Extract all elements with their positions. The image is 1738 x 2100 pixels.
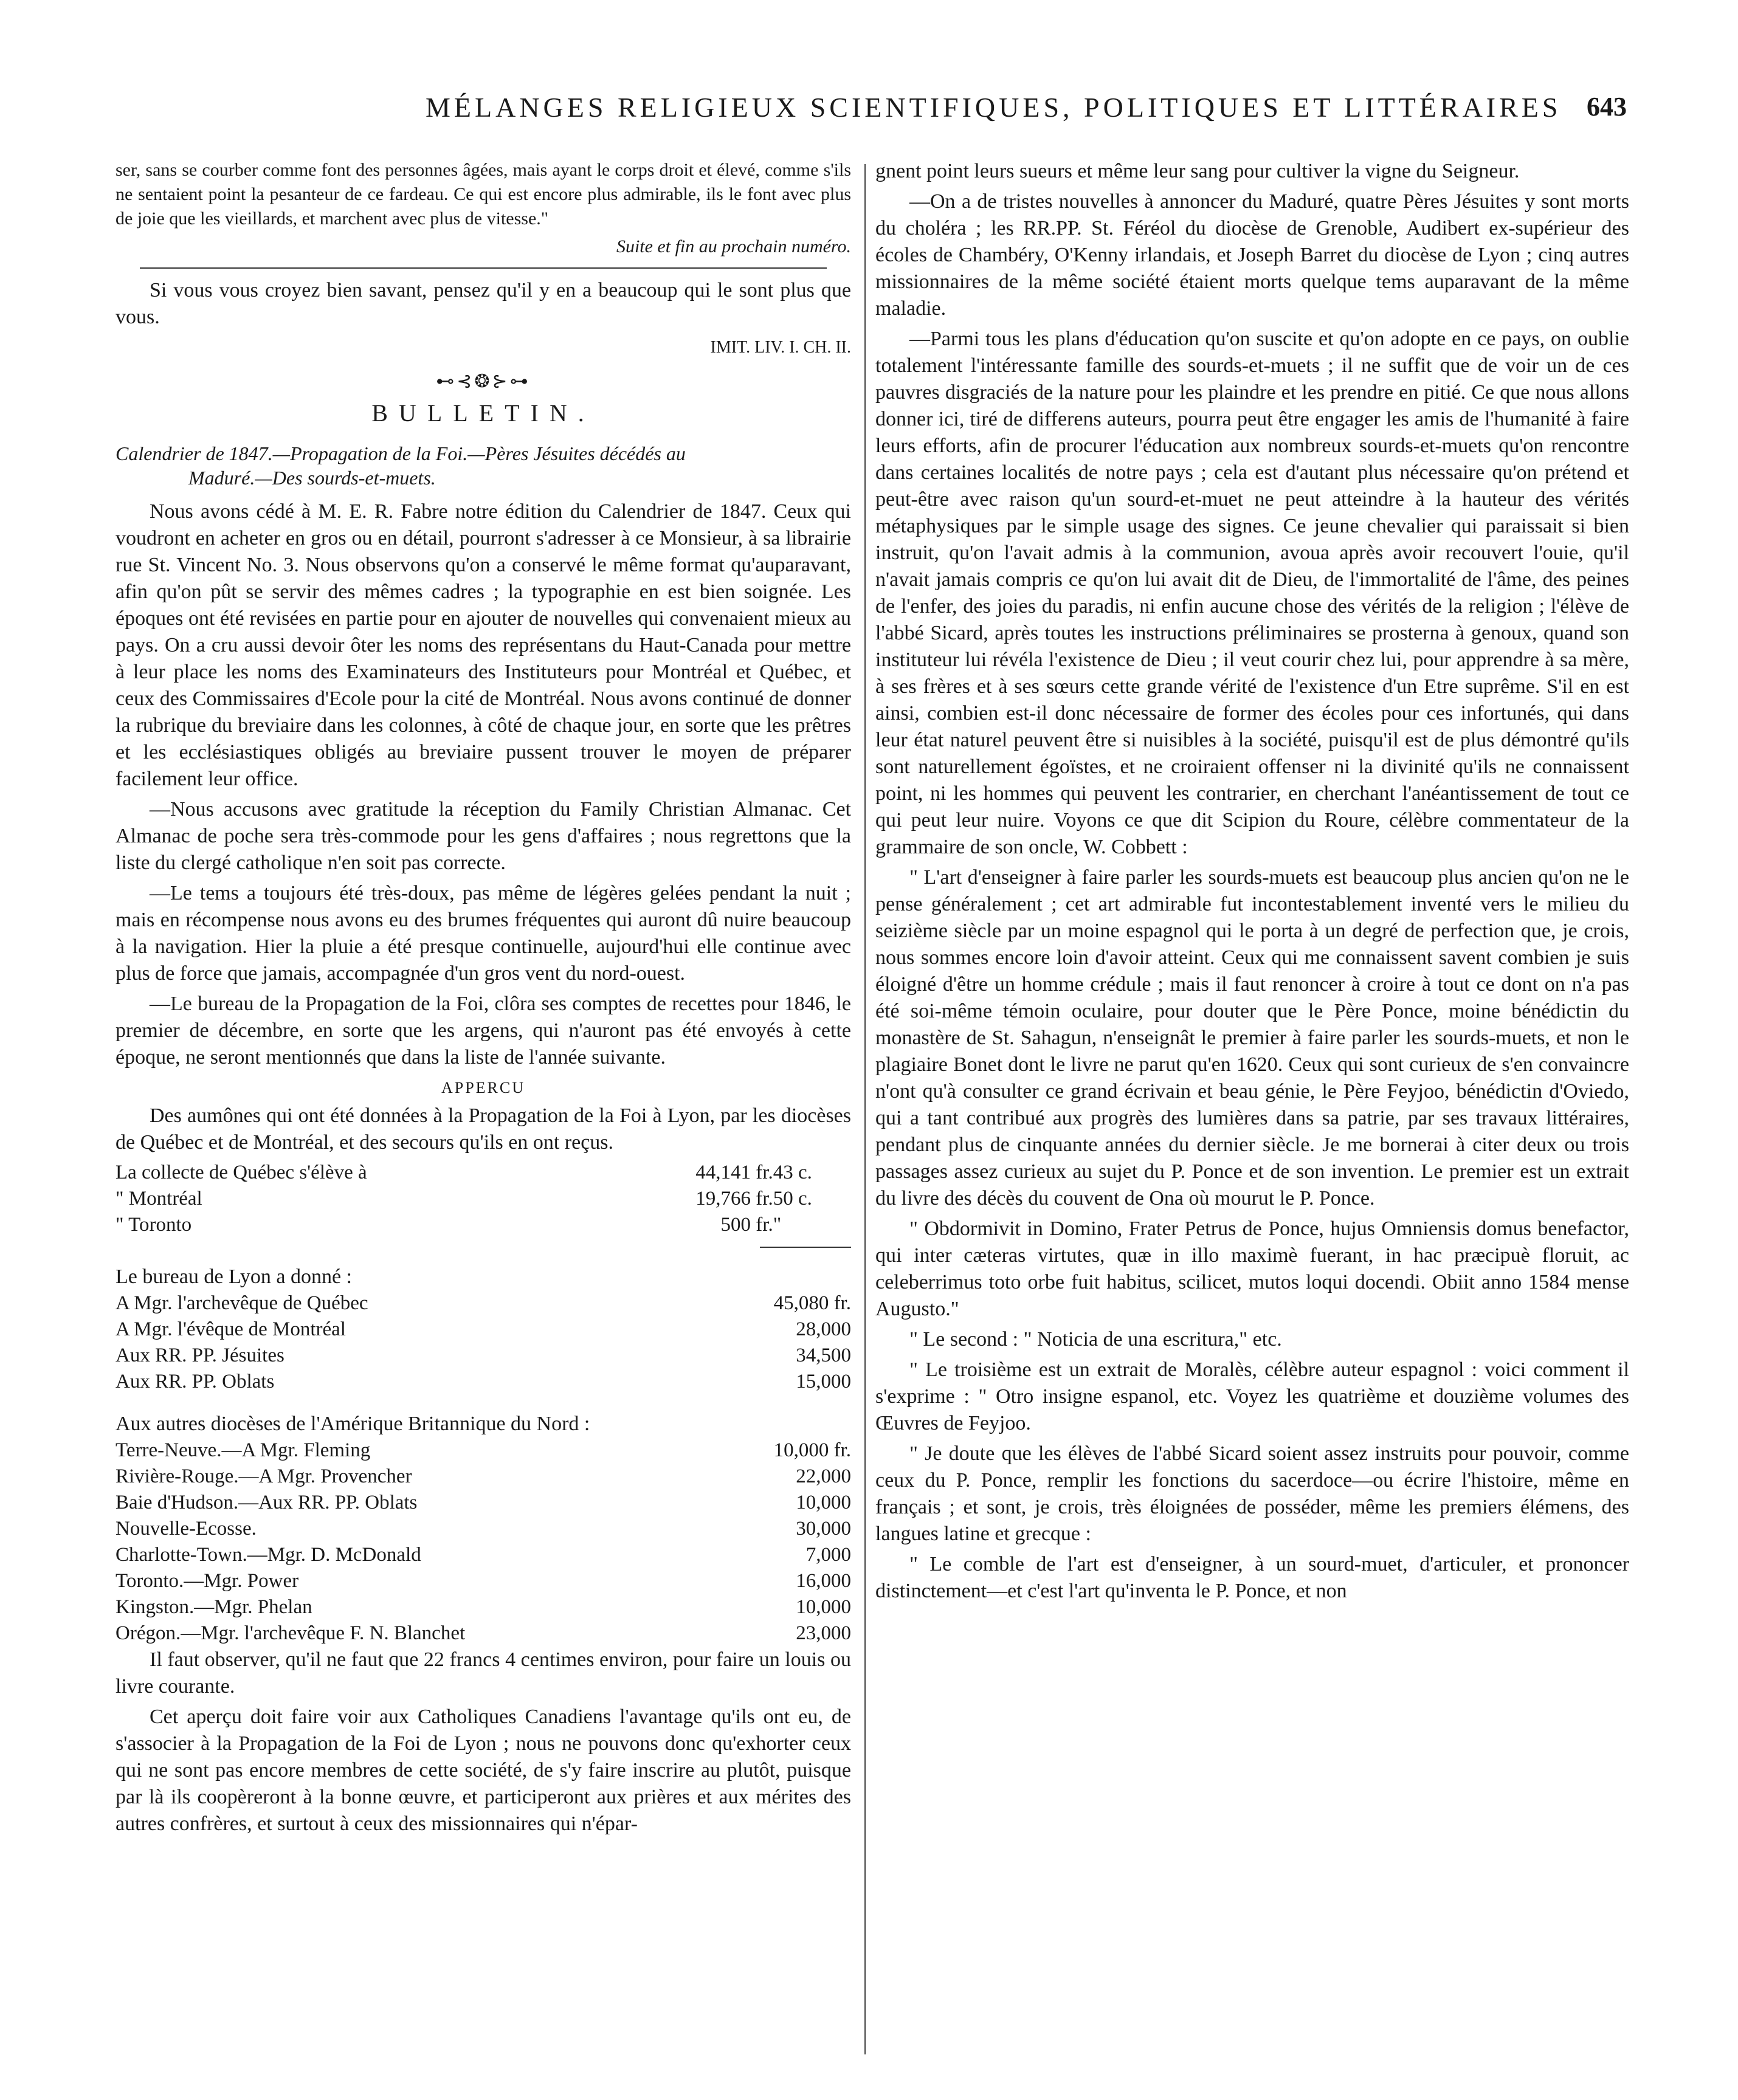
table-row	[116, 1594, 851, 1620]
table-row	[116, 1186, 851, 1212]
row-amount-c: "	[773, 1214, 782, 1236]
row-amount-fr: 19,766 fr.	[695, 1188, 773, 1210]
row-label: Aux RR. PP. Oblats	[116, 1371, 275, 1393]
row-label: Charlotte-Town.—Mgr. D. McDonald	[116, 1544, 421, 1566]
paragraph-calendrier: Nous avons cédé à M. E. R. Fabre notre édition du Calendrier de 1847. Ceux qui voudront en acheter en gros ou en détail, pourront s'adresser à ce Monsieur, à sa librairie rue St. Vincent No. 3. Nous observons qu'on a conservé le même format qu'auparavant, afin qu'on pût se servir des mêmes cadres ; la typographie en est bien soignée. Les époques ont été revisées en partie pour en ajouter de nouvelles qui convenaient mieux au pays. On a cru aussi devoir ôter les noms des représentans du Haut-Canada pour mettre à leur place les noms des Examinateurs des Instituteurs pour Montréal et Québec, et ceux des Commissaires d'Ecole pour la cité de Montréal. Nous avons continué de donner la rubrique du breviaire dans les colonnes, à côté de chaque jour, en sorte que les prêtres et les ecclésiastiques obligés au breviaire pussent trouver le moyen de préparer facilement leur office.	[116, 500, 851, 790]
row-label: Terre-Neuve.—A Mgr. Fleming	[116, 1439, 371, 1461]
row-amount: 7,000	[805, 1544, 851, 1566]
collecte-table	[116, 1160, 851, 1238]
separator-rule	[140, 267, 827, 269]
summary-line: Calendrier de 1847.—Propagation de la Foi.—Pères Jésuites décédés au	[116, 442, 686, 464]
row-amount: 30,000	[796, 1518, 851, 1540]
row-label: " Toronto	[116, 1214, 192, 1236]
table-row	[116, 1290, 851, 1317]
row-label: Orégon.—Mgr. l'archevêque F. N. Blanchet	[116, 1622, 466, 1644]
row-amount-fr: 44,141 fr.	[695, 1162, 773, 1183]
row-amount: 23,000	[796, 1622, 851, 1644]
row-amount: 22,000	[796, 1465, 851, 1487]
table-row	[116, 1490, 851, 1516]
continuation-note: Suite et fin au prochain numéro.	[616, 236, 851, 256]
table-row	[116, 1437, 851, 1464]
table-row	[116, 1369, 851, 1395]
table-row	[116, 1464, 851, 1490]
paragraph-sicard: " Je doute que les élèves de l'abbé Sicard soient assez instruits pour pouvoir, comme ceux du P. Ponce, remplir les fonctions du sacerdoce—ou écrire l'histoire, même en français ; et sont, je crois, très éloignées de posséder, même les premiers élémens, des langues latine et grecque :	[875, 1442, 1629, 1545]
paragraph-weather: —Le tems a toujours été très-doux, pas même de légères gelées pendant la nuit ; mais en récompense nous avons eu des brumes fréquentes qui auront dû nuire beaucoup à la navigation. Hier la pluie a été presque continuelle, aujourd'hui elle continue avec plus de force que jamais, accompagnée d'un gros vent du nord-ouest.	[116, 882, 851, 985]
lyon-heading: Le bureau de Lyon a donné :	[116, 1265, 352, 1288]
paragraph-quote-art: " L'art d'enseigner à faire parler les sourds-muets est beaucoup plus ancien qu'on ne le pense généralement ; cet art admirable fut incontestablement inventé vers le milieu du seizième siècle par un moine espagnol qui le porta à un degré de perfection que, je crois, nous sommes encore loin d'avoir atteint. Ceux qui me connaissent savent combien je suis éloigné d'être un homme crédule ; mais il faut renoncer à croire à tout ce dont on n'a pas été soi-même témoin oculaire, pour douter que le Père Ponce, moine bénédictin du monastère de St. Sahagun, n'enseignât le premier à faire parler les sourds-muets, et non le plagiaire Bonet dont le livre ne parut qu'en 1620. Ceux qui sont curieux de s'en convaincre n'ont qu'à consulter ce grand écrivain et beau génie, le Père Feyjoo, bénédictin d'Oviedo, qui a tant contribué aux progrès des lumières dans sa patrie, par ses travaux littéraires, pendant plus de cinquante années du dernier siècle. Je me bornerai à citer deux ou trois passages assez curieux au sujet du P. Ponce et de son invention. Le premier est un extrait du livre des décès du couvent de Ona où mourut le P. Ponce.	[875, 866, 1629, 1210]
page-header	[0, 91, 1738, 140]
paragraph-troisieme: " Le troisième est un extrait de Moralès, célèbre auteur espagnol : voici comment il s'exprime : " Otro insigne espanol, etc. Voyez les quatrième et douzième volumes des Œuvres de Feyjoo.	[875, 1358, 1629, 1434]
row-amount: 15,000	[796, 1371, 851, 1393]
imitation-reference: IMIT. LIV. I. CH. II.	[710, 338, 851, 357]
row-label: Rivière-Rouge.—A Mgr. Provencher	[116, 1465, 412, 1487]
imitation-reference-row	[116, 334, 851, 361]
bulletin-summary	[116, 441, 851, 490]
row-amount-c: 43 c.	[773, 1162, 812, 1183]
column-divider	[864, 164, 866, 2054]
table-row	[116, 1160, 851, 1186]
continuation-text: gnent point leurs sueurs et même leur sang pour cultiver la vigne du Seigneur.	[875, 160, 1520, 182]
paragraph-almanac: —Nous accusons avec gratitude la réception du Family Christian Almanac. Cet Almanac de poche sera très-commode pour les gens d'affaires ; nous regrettons que la liste du clergé catholique n'en soit pas correcte.	[116, 798, 851, 874]
row-label: La collecte de Québec s'élève à	[116, 1162, 367, 1183]
ornament-divider: ⊷⊰❂⊱⊶	[436, 371, 531, 391]
row-label: " Montréal	[116, 1188, 202, 1210]
paragraph-madure: —On a de tristes nouvelles à annoncer du Maduré, quatre Pères Jésuites y sont morts du choléra ; les RR.PP. St. Féréol du diocèse de Grenoble, Audibert ex-supérieur des écoles de Chambéry, O'Kenny irlandais, et Joseph Barret du diocèse de Lyon ; cinq autres missionnaires de la même société étaient morts quelque tems auparavant de la même maladie.	[875, 190, 1629, 320]
row-label: A Mgr. l'archevêque de Québec	[116, 1292, 368, 1314]
row-amount-fr: 500 fr.	[720, 1214, 773, 1236]
row-amount-c: 50 c.	[773, 1188, 812, 1210]
row-label: Kingston.—Mgr. Phelan	[116, 1596, 312, 1618]
row-label: Nouvelle-Ecosse.	[116, 1518, 257, 1540]
paragraph-second: " Le second : " Noticia de una escritura," etc.	[909, 1328, 1282, 1351]
paragraph-propagation: —Le bureau de la Propagation de la Foi, clôra ses comptes de recettes pour 1846, le premier de décembre, en sorte que les argens, qui n'auront pas été envoyés à cette époque, ne seront mentionnés que dans la liste de l'année suivante.	[116, 993, 851, 1069]
row-label: A Mgr. l'évêque de Montréal	[116, 1318, 346, 1340]
row-amount: 10,000 fr.	[773, 1439, 851, 1461]
imitation-quote: Si vous vous croyez bien savant, pensez qu'il y en a beaucoup qui le sont plus que vous.	[116, 279, 851, 328]
row-amount: 10,000	[796, 1596, 851, 1618]
apercu-title: APPERCU	[441, 1079, 526, 1096]
paragraph-latin-quote: " Obdormivit in Domino, Frater Petrus de Ponce, hujus Omniensis domus benefactor, qui inter cæteras virtutes, quæ in illo maximè fuerant, in hac præcipuè floruit, ac celeberrimus toto orbe fuit habitus, scilicet, mutos loqui docendi. Obiit anno 1584 mense Augusto."	[875, 1217, 1629, 1320]
paragraph-exchange: Il faut observer, qu'il ne faut que 22 francs 4 centimes environ, pour faire un louis ou livre courante.	[116, 1648, 851, 1698]
row-amount: 28,000	[796, 1318, 851, 1340]
others-table	[116, 1437, 851, 1647]
row-label: Aux RR. PP. Jésuites	[116, 1344, 284, 1366]
table-row	[116, 1317, 851, 1343]
apercu-intro: Des aumônes qui ont été données à la Propagation de la Foi à Lyon, par les diocèses de Québec et de Montréal, et des secours qu'ils en ont reçus.	[116, 1104, 851, 1154]
table-row	[116, 1620, 851, 1647]
paragraph-exhortation: Cet aperçu doit faire voir aux Catholiques Canadiens l'avantage qu'ils ont eu, de s'associer à la Propagation de la Foi de Lyon ; nous ne pouvons donc qu'exhorter ceux qui ne sont pas encore membres de cette société, de s'y faire inscrire au plutôt, puisque par là ils coopèreront à la bonne œuvre, et participeront aux prières et aux mérites des autres confrères, et surtout à ceux des missionnaires qui n'épar-	[116, 1706, 851, 1835]
running-title: MÉLANGES RELIGIEUX SCIENTIFIQUES, POLITIQUES ET LITTÉRAIRES	[426, 92, 1562, 123]
row-amount: 34,500	[796, 1344, 851, 1366]
bulletin-title: BULLETIN.	[371, 399, 595, 427]
row-label: Baie d'Hudson.—Aux RR. PP. Oblats	[116, 1492, 418, 1513]
page-number: 643	[1587, 92, 1627, 122]
row-amount: 10,000	[796, 1492, 851, 1513]
right-column	[875, 158, 1629, 1608]
left-column	[116, 158, 851, 1841]
lyon-table	[116, 1290, 851, 1395]
row-label: Toronto.—Mgr. Power	[116, 1570, 299, 1592]
row-amount: 16,000	[796, 1570, 851, 1592]
table-row	[116, 1542, 851, 1568]
row-amount: 45,080 fr.	[773, 1292, 851, 1314]
continuation-text: ser, sans se courber comme font des personnes âgées, mais ayant le corps droit et élevé, comme s'ils ne sentaient point la pesanteur de ce fardeau. Ce qui est encore plus admirable, ils le font avec plus de joie que les vieillards, et marchent avec plus de vitesse."	[116, 160, 851, 229]
table-row	[116, 1212, 851, 1238]
others-heading: Aux autres diocèses de l'Amérique Britannique du Nord :	[116, 1413, 590, 1435]
paragraph-comble: " Le comble de l'art est d'enseigner, à un sourd-muet, d'articuler, et prononcer distinctement—et c'est l'art qu'inventa le P. Ponce, et non	[875, 1553, 1629, 1602]
table-row	[116, 1516, 851, 1542]
summary-line: Maduré.—Des sourds-et-muets.	[188, 467, 436, 489]
table-row	[116, 1343, 851, 1369]
table-row	[116, 1568, 851, 1594]
paragraph-sourds-muets: —Parmi tous les plans d'éducation qu'on suscite et qu'on adopte en ce pays, on oublie totalement l'intéressante famille des sourds-et-muets ; il ne suffit que de voir un de ces pauvres disgraciés de la nature pour les plaindre et les prendre en pitié. Ce que nous allons donner ici, tiré de differens auteurs, pourra peut être engager les amis de l'humanité à faire leurs efforts, afin de procurer l'éducation aux nombreux sourds-et-muets qu'on rencontre dans certaines localités de notre pays ; cela est d'autant plus nécessaire qu'on prétend et peut-être avec raison qu'un sourd-et-muet ne peut atteindre à la hauteur des vérités métaphysiques par le simple usage des signes. Ce jeune chevalier qui paraissait si bien instruit, qu'on l'avait admis à la communion, avoua après avoir recouvert l'ouie, qu'il n'avait jamais compris ce qu'on lui avait dit de Dieu, de l'immortalité de l'âme, des peines de l'enfer, des joies du paradis, ni enfin aucune chose des vérités de la religion ; l'élève de l'abbé Sicard, après toutes les instructions préliminaires se prosterna à genoux, quand son instituteur lui révéla l'existence de Dieu ; il veut courir chez lui, pour apprendre à sa mère, à ses frères et à ses sœurs cette grande vérité de l'existence d'un Etre suprême. S'il en est ainsi, combien est-il donc nécessaire de former des écoles pour ces infortunés, qui dans leur état naturel peuvent être si nuisibles à la société, puisqu'il est de plus démontré qu'ils sont naturellement égoïstes, et ne croiraient offenser ni la divinité qu'ils ne connaissent point, ni les hommes qui peuvent les contrarier, en cherchant l'anéantissement de tout ce qui peut leur nuire. Voyons ce que dit Scipion du Roure, célèbre commentateur de la grammaire de son oncle, W. Cobbett :	[875, 328, 1629, 858]
